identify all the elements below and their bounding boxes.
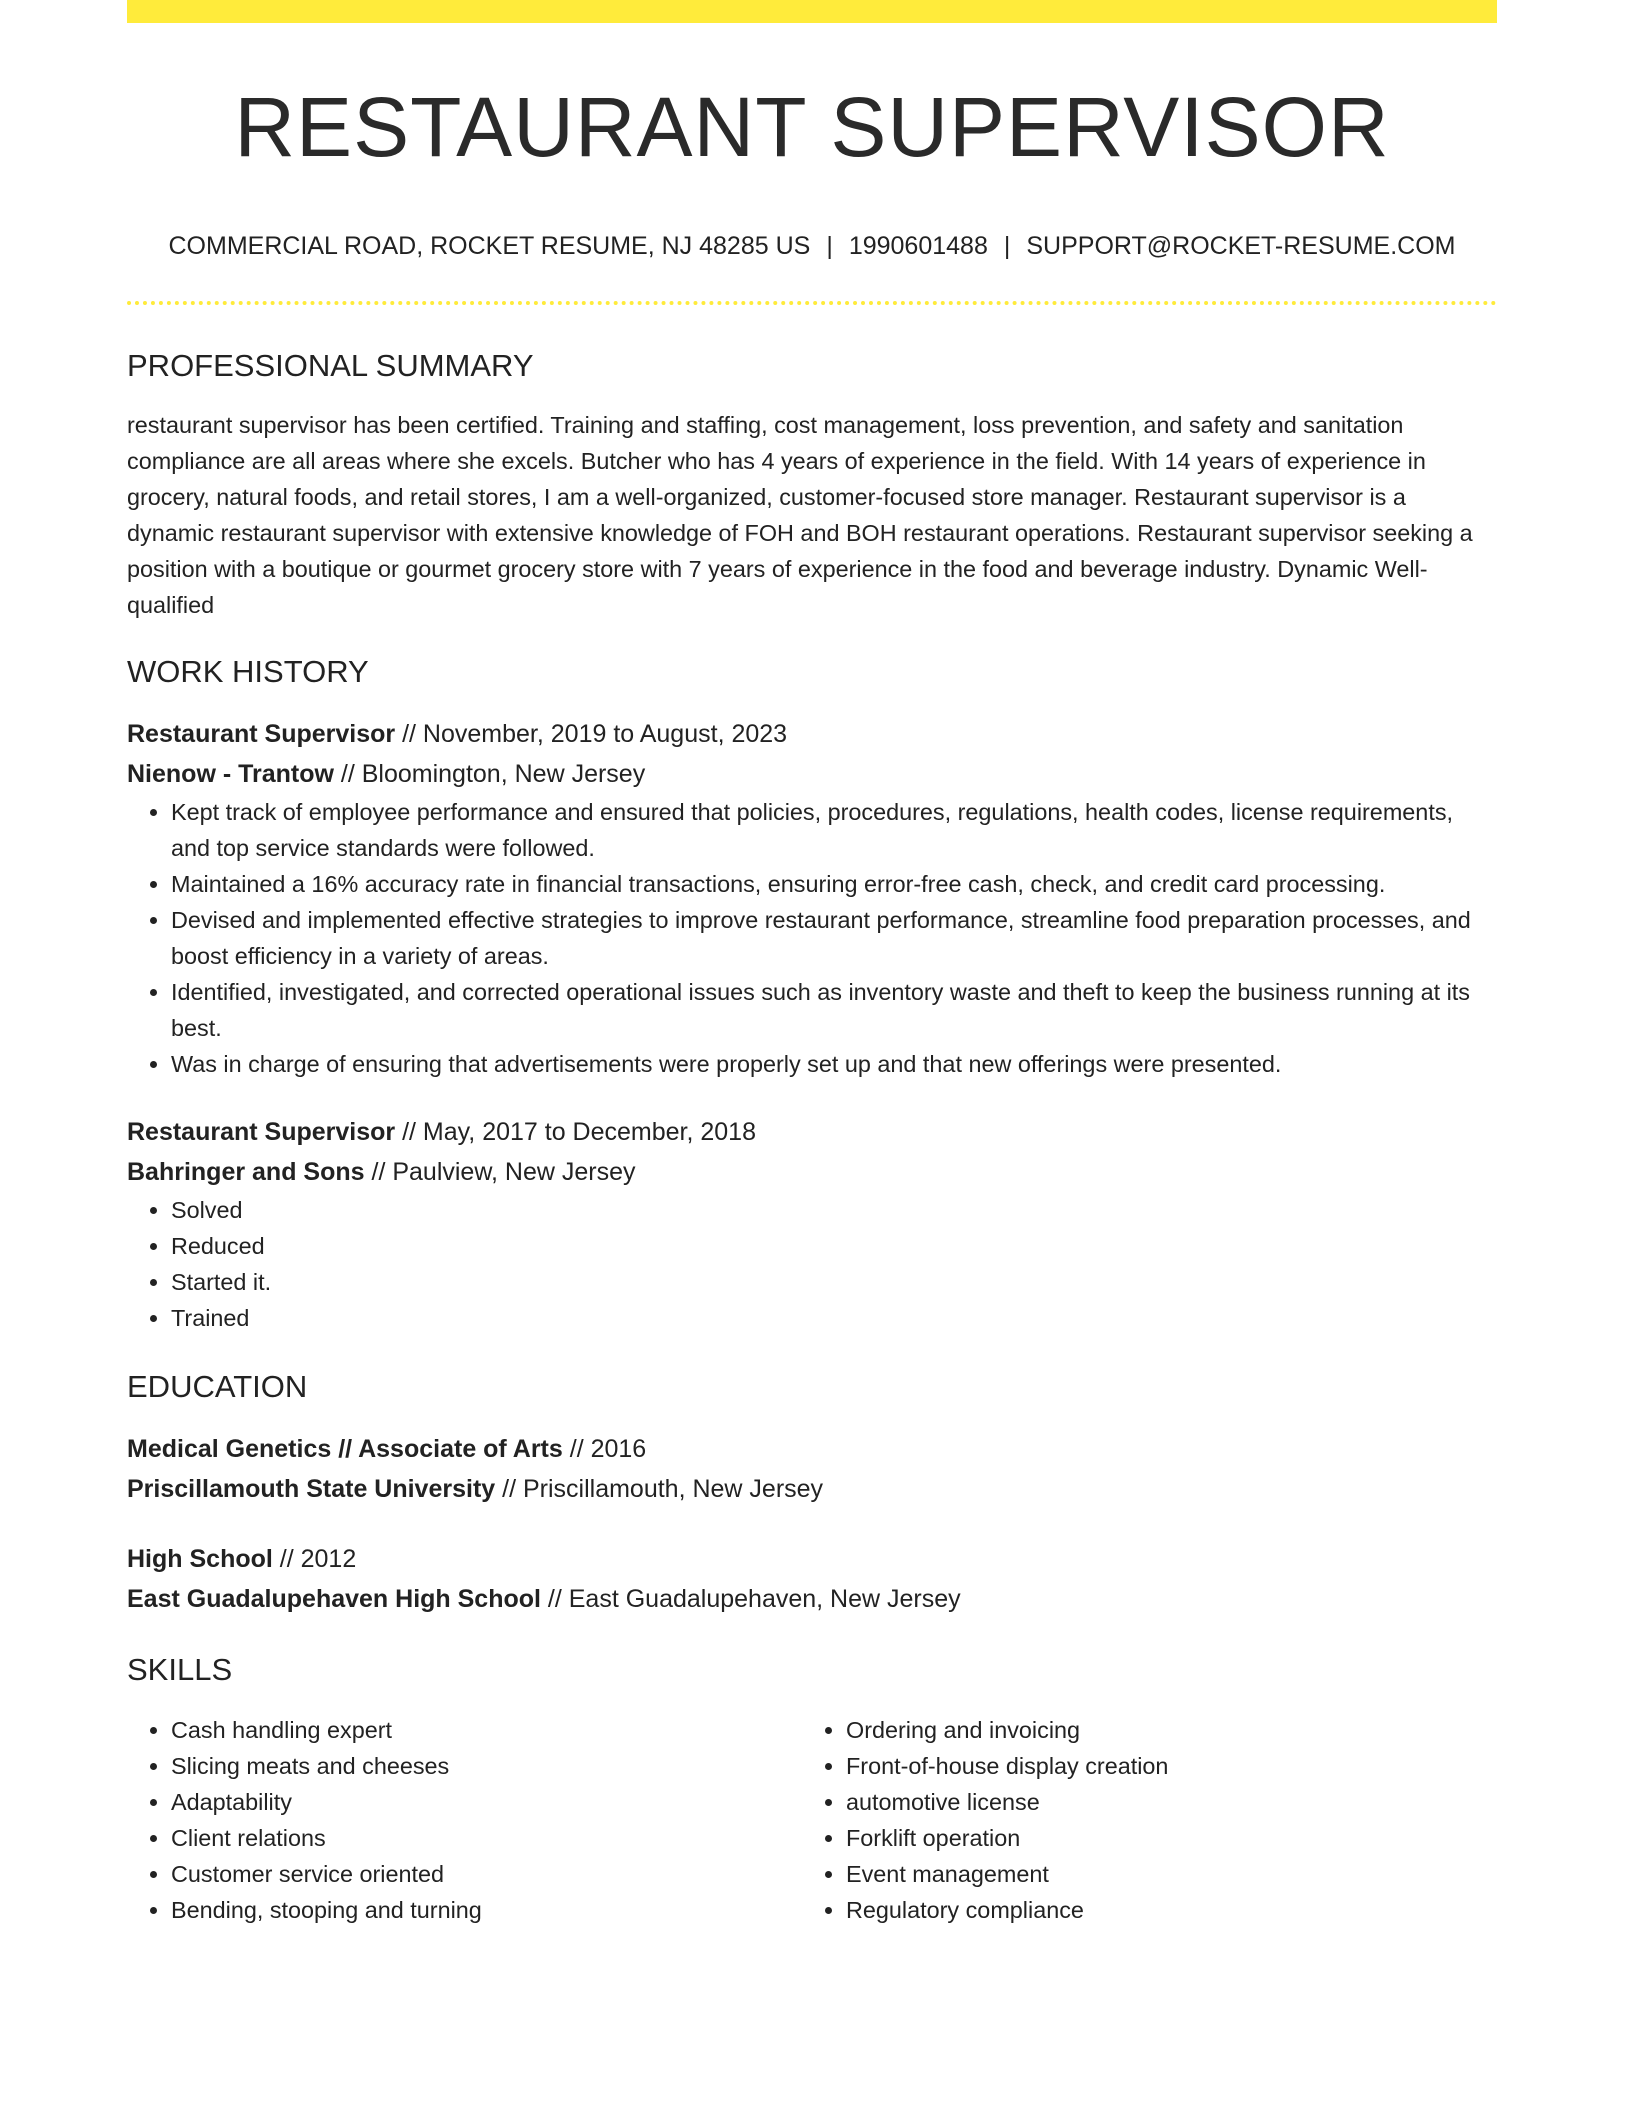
list-item: • Reduced — [171, 1228, 1497, 1264]
skill-item: • Regulatory compliance — [846, 1892, 1477, 1928]
job-company: Nienow - Trantow — [127, 759, 334, 788]
skills-heading: SKILLS — [127, 1651, 233, 1687]
education-school-line — [127, 1579, 1497, 1619]
skill-item: • Front-of-house display creation — [846, 1748, 1477, 1784]
education-year: // 2012 — [272, 1544, 357, 1573]
education-entry — [127, 1539, 1497, 1619]
skills-column-left — [127, 1712, 802, 1928]
education-school-line — [127, 1469, 1497, 1509]
job-company-line — [127, 754, 1497, 794]
skill-item: • Cash handling expert — [171, 1712, 802, 1748]
skill-item: • Ordering and invoicing — [846, 1712, 1477, 1748]
skill-item: • automotive license — [846, 1784, 1477, 1820]
list-item: • Devised and implemented effective strategies to improve restaurant performance, streamline food preparation processes, and boost efficiency in a variety of areas. — [171, 902, 1497, 974]
work-history-heading: WORK HISTORY — [127, 653, 369, 689]
education-degree: High School — [127, 1544, 273, 1573]
accent-top-bar — [127, 0, 1497, 23]
job-dates: // May, 2017 to December, 2018 — [395, 1117, 756, 1146]
list-item: • Identified, investigated, and corrected operational issues such as inventory waste and theft to keep the business running at its best. — [171, 974, 1497, 1046]
summary-heading: PROFESSIONAL SUMMARY — [127, 348, 534, 384]
skills-column-right — [802, 1712, 1477, 1928]
contact-phone: 1990601488 — [848, 232, 988, 261]
contact-separator: | — [826, 232, 833, 261]
education-entry — [127, 1429, 1497, 1509]
contact-address: COMMERCIAL ROAD, ROCKET RESUME, NJ 48285 US — [168, 232, 811, 261]
job-entry — [127, 714, 1497, 794]
list-item: • Trained — [171, 1300, 1497, 1336]
job-entry — [127, 1112, 1497, 1192]
job-title-line — [127, 1112, 1497, 1152]
skill-item: • Event management — [846, 1856, 1477, 1892]
list-item: • Solved — [171, 1192, 1497, 1228]
education-heading: EDUCATION — [127, 1368, 308, 1404]
job-bullet-list — [127, 1192, 1497, 1336]
job-location: // Paulview, New Jersey — [364, 1157, 636, 1186]
skill-item: • Forklift operation — [846, 1820, 1477, 1856]
summary-text: restaurant supervisor has been certified. Training and staffing, cost management, loss prevention, and safety and sanitation compliance are all areas where she excels. Butcher who has 4 years of experience in the field. With 14 years of experience in grocery, natural foods, and retail stores, I am a well-organized, customer-focused store manager. Restaurant supervisor is a dynamic restaurant supervisor with extensive knowledge of FOH and BOH restaurant operations. Restaurant supervisor seeking a position with a boutique or gourmet grocery store with 7 years of experience in the food and beverage industry. Dynamic Well-qualified — [127, 411, 1473, 618]
resume-name-title: RESTAURANT SUPERVISOR — [234, 80, 1390, 174]
list-item: • Maintained a 16% accuracy rate in financial transactions, ensuring error-free cash, check, and credit card processing. — [171, 866, 1497, 902]
skill-item: • Bending, stooping and turning — [171, 1892, 802, 1928]
education-year: // 2016 — [562, 1434, 647, 1463]
job-bullet-list — [127, 794, 1497, 1082]
education-degree-line — [127, 1429, 1497, 1469]
list-item: • Was in charge of ensuring that advertisements were properly set up and that new offerings were presented. — [171, 1046, 1497, 1082]
skills-list — [127, 1712, 802, 1928]
job-company: Bahringer and Sons — [127, 1157, 365, 1186]
education-degree: Medical Genetics // Associate of Arts — [127, 1434, 563, 1463]
education-school: East Guadalupehaven High School — [127, 1584, 541, 1613]
education-location: // East Guadalupehaven, New Jersey — [540, 1584, 961, 1613]
list-item: • Kept track of employee performance and ensured that policies, procedures, regulations, health codes, license requirements, and top service standards were followed. — [171, 794, 1497, 866]
job-company-line — [127, 1152, 1497, 1192]
education-location: // Priscillamouth, New Jersey — [495, 1474, 824, 1503]
contact-line — [127, 231, 1497, 261]
education-school: Priscillamouth State University — [127, 1474, 496, 1503]
job-location: // Bloomington, New Jersey — [333, 759, 646, 788]
contact-email: SUPPORT@ROCKET-RESUME.COM — [1026, 232, 1456, 261]
contact-separator: | — [1003, 232, 1011, 261]
skill-item: • Client relations — [171, 1820, 802, 1856]
skills-list — [802, 1712, 1477, 1928]
list-item: • Started it. — [171, 1264, 1497, 1300]
job-role: Restaurant Supervisor — [127, 719, 396, 748]
job-title-line — [127, 714, 1497, 754]
skill-item: • Adaptability — [171, 1784, 802, 1820]
skill-item: • Customer service oriented — [171, 1856, 802, 1892]
job-role: Restaurant Supervisor — [127, 1117, 396, 1146]
skill-item: • Slicing meats and cheeses — [171, 1748, 802, 1784]
education-degree-line — [127, 1539, 1497, 1579]
skills-columns — [127, 1712, 1497, 1928]
resume-page — [127, 0, 1497, 1928]
header-divider — [127, 301, 1497, 305]
job-dates: // November, 2019 to August, 2023 — [395, 719, 788, 748]
